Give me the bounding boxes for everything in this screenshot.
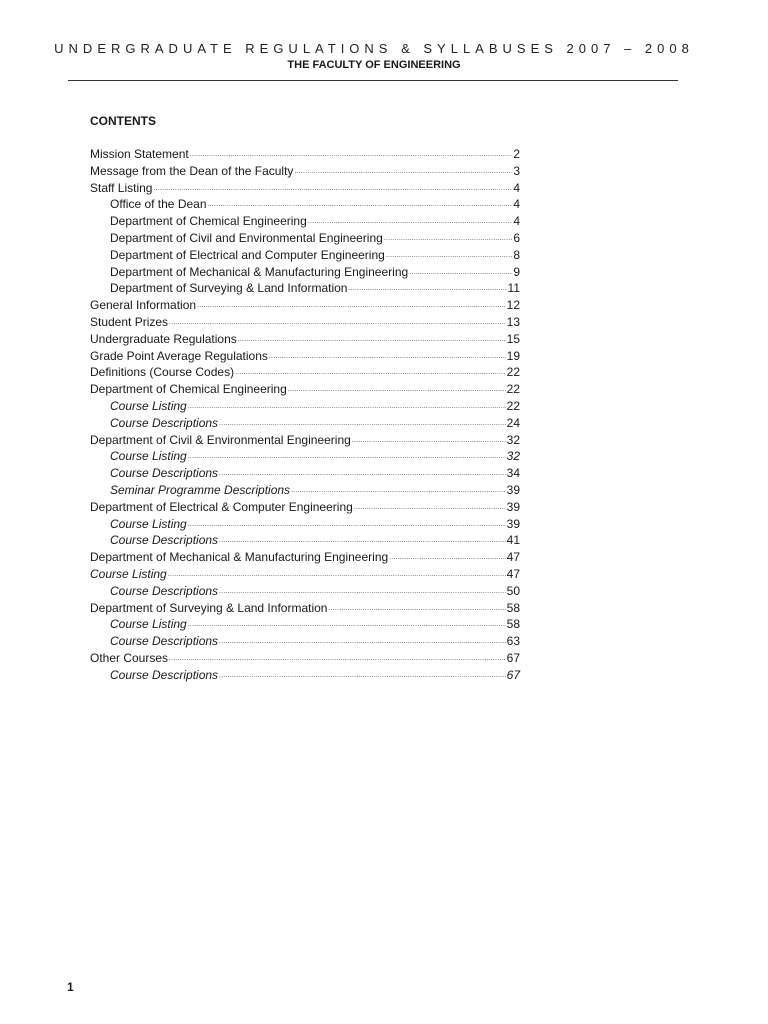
toc-entry-page: 13 xyxy=(506,314,520,329)
toc-entry-page: 47 xyxy=(506,550,520,565)
toc-entry-page: 4 xyxy=(513,180,520,195)
toc-entry-label: Course Listing xyxy=(110,617,187,632)
toc-entry-label: Student Prizes xyxy=(90,314,169,329)
toc-entry-label: Department of Electrical and Computer Engineering xyxy=(110,247,385,262)
toc-entry-label: Definitions (Course Codes) xyxy=(90,365,235,380)
toc-entry-page: 9 xyxy=(513,264,520,279)
toc-entry-page: 67 xyxy=(506,650,520,665)
table-of-contents xyxy=(90,146,520,684)
contents-heading: CONTENTS xyxy=(90,114,156,128)
toc-entry-page: 32 xyxy=(506,449,520,464)
toc-entry-label: Department of Electrical & Computer Engineering xyxy=(90,499,353,514)
toc-entry-page: 12 xyxy=(506,298,520,313)
toc-entry-page: 22 xyxy=(506,398,520,413)
toc-entry-label: Course Descriptions xyxy=(110,634,219,649)
toc-entry-label: Course Descriptions xyxy=(110,533,219,548)
toc-entry-label: Course Listing xyxy=(110,516,187,531)
toc-entry[interactable] xyxy=(90,667,520,684)
toc-entry-label: Other Courses xyxy=(90,650,169,665)
toc-entry-page: 39 xyxy=(506,516,520,531)
toc-entry-label: Department of Chemical Engineering xyxy=(90,382,287,397)
toc-entry-page: 4 xyxy=(513,214,520,229)
toc-entry-label: General Information xyxy=(90,298,197,313)
toc-entry-page: 6 xyxy=(513,230,520,245)
toc-entry-label: Seminar Programme Descriptions xyxy=(110,482,291,497)
toc-entry-label: Department of Mechanical & Manufacturing Engineering xyxy=(110,264,409,279)
toc-entry-page: 24 xyxy=(506,415,520,430)
toc-entry-page: 2 xyxy=(513,147,520,161)
toc-entry-label: Undergraduate Regulations xyxy=(90,331,237,346)
toc-entry-page: 63 xyxy=(506,634,520,649)
toc-entry-page: 39 xyxy=(506,482,520,497)
toc-entry-page: 4 xyxy=(513,197,520,212)
toc-entry-page: 22 xyxy=(506,382,520,397)
page-number: 1 xyxy=(67,980,74,994)
toc-entry-label: Mission Statement xyxy=(90,147,189,161)
toc-entry-label: Staff Listing xyxy=(90,180,153,195)
toc-entry-page: 8 xyxy=(513,247,520,262)
toc-entry-page: 41 xyxy=(506,533,520,548)
document-running-title: UNDERGRADUATE REGULATIONS & SYLLABUSES 2007 – 2008 xyxy=(54,41,694,56)
toc-entry-page: 58 xyxy=(506,600,520,615)
toc-entry-label: Office of the Dean xyxy=(110,197,207,212)
toc-entry-page: 67 xyxy=(506,667,520,682)
toc-entry-page: 22 xyxy=(506,365,520,380)
toc-entry-label: Department of Mechanical & Manufacturing Engineering xyxy=(90,550,389,565)
toc-entry-page: 34 xyxy=(506,466,520,481)
toc-entry-page: 11 xyxy=(507,281,520,296)
toc-entry-page: 3 xyxy=(513,163,520,178)
toc-entry-label: Message from the Dean of the Faculty xyxy=(90,163,294,178)
document-faculty-subtitle: THE FACULTY OF ENGINEERING xyxy=(287,59,461,71)
toc-entry-label: Course Descriptions xyxy=(110,667,219,682)
toc-entry-label: Department of Chemical Engineering xyxy=(110,214,307,229)
toc-entry-page: 15 xyxy=(506,331,520,346)
toc-entry-page: 50 xyxy=(506,583,520,598)
toc-entry-page: 58 xyxy=(506,617,520,632)
toc-entry-page: 47 xyxy=(506,566,520,581)
toc-entry-label: Department of Surveying & Land Information xyxy=(110,281,348,296)
toc-entry-label: Course Listing xyxy=(90,566,167,581)
toc-entry-label: Course Descriptions xyxy=(110,415,219,430)
toc-entry-label: Department of Civil and Environmental Engineering xyxy=(110,230,383,245)
toc-entry-label: Grade Point Average Regulations xyxy=(90,348,268,363)
toc-entry-label: Course Descriptions xyxy=(110,583,219,598)
toc-entry-page: 32 xyxy=(506,432,520,447)
header-divider xyxy=(68,80,678,81)
toc-entry-label: Course Listing xyxy=(110,398,187,413)
toc-entry-page: 39 xyxy=(506,499,520,514)
toc-entry-page: 19 xyxy=(506,348,520,363)
toc-entry-label: Department of Surveying & Land Information xyxy=(90,600,328,615)
toc-entry-label: Course Listing xyxy=(110,449,187,464)
toc-dot-leader xyxy=(219,665,506,685)
toc-entry-label: Department of Civil & Environmental Engineering xyxy=(90,432,351,447)
toc-entry-label: Course Descriptions xyxy=(110,466,219,481)
